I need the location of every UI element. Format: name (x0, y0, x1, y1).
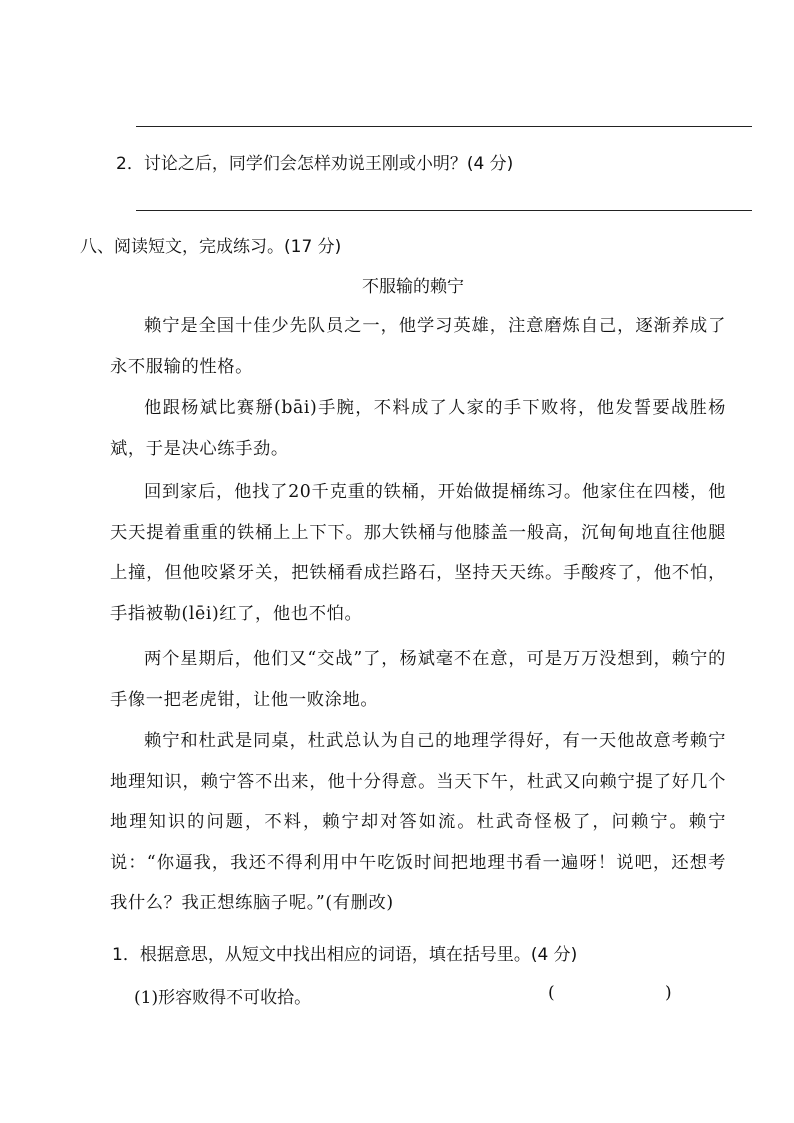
answer-line (136, 210, 752, 211)
section-heading: 八、阅读短文，完成练习。(17 分) (80, 237, 342, 257)
answer-blank[interactable] (558, 983, 658, 1005)
article-title: 不服输的赖宁 (362, 277, 464, 297)
close-paren: ) (665, 983, 672, 1003)
paragraph-3: 回到家后，他找了20千克重的铁桶，开始做提桶练习。他家住在四楼，他天天提着重重的铁桶上上下下。那大铁桶与他膝盖一般高，沉甸甸地直往他腿上撞，但他咬紧牙关，把铁桶看成拦路石，坚持天天练。手酸疼了，他不怕，手指被勒(lēi)红了，他也不怕。 (110, 482, 726, 624)
question-1-item-1: (1)形容败得不可收拾。 (134, 988, 312, 1008)
paragraph-4: 两个星期后，他们又“交战”了，杨斌毫不在意，可是万万没想到，赖宁的手像一把老虎钳，让他一败涂地。 (110, 649, 726, 710)
paragraph-1: 赖宁是全国十佳少先队员之一，他学习英雄，注意磨炼自己，逐渐养成了永不服输的性格。 (110, 316, 726, 377)
paragraph-5: 赖宁和杜武是同桌，杜武总认为自己的地理学得好，有一天他故意考赖宁地理知识，赖宁答不出来，他十分得意。当天下午，杜武又向赖宁提了好几个地理知识的问题，不料，赖宁却对答如流。杜武奇怪极了，问赖宁。赖宁说：“你逼我，我还不得利用中午吃饭时间把地理书看一遍呀！说吧，还想考我什么？我正想练脑子呢。”(有删改) (110, 731, 726, 913)
open-paren: ( (548, 983, 555, 1003)
paragraph-2: 他跟杨斌比赛掰(bāi)手腕，不料成了人家的手下败将，他发誓要战胜杨斌，于是决心练手劲。 (110, 398, 726, 459)
question-2: 2．讨论之后，同学们会怎样劝说王刚或小明？(4 分) (116, 154, 514, 174)
question-1: 1．根据意思，从短文中找出相应的词语，填在括号里。(4 分) (112, 945, 578, 965)
answer-line (136, 126, 752, 127)
